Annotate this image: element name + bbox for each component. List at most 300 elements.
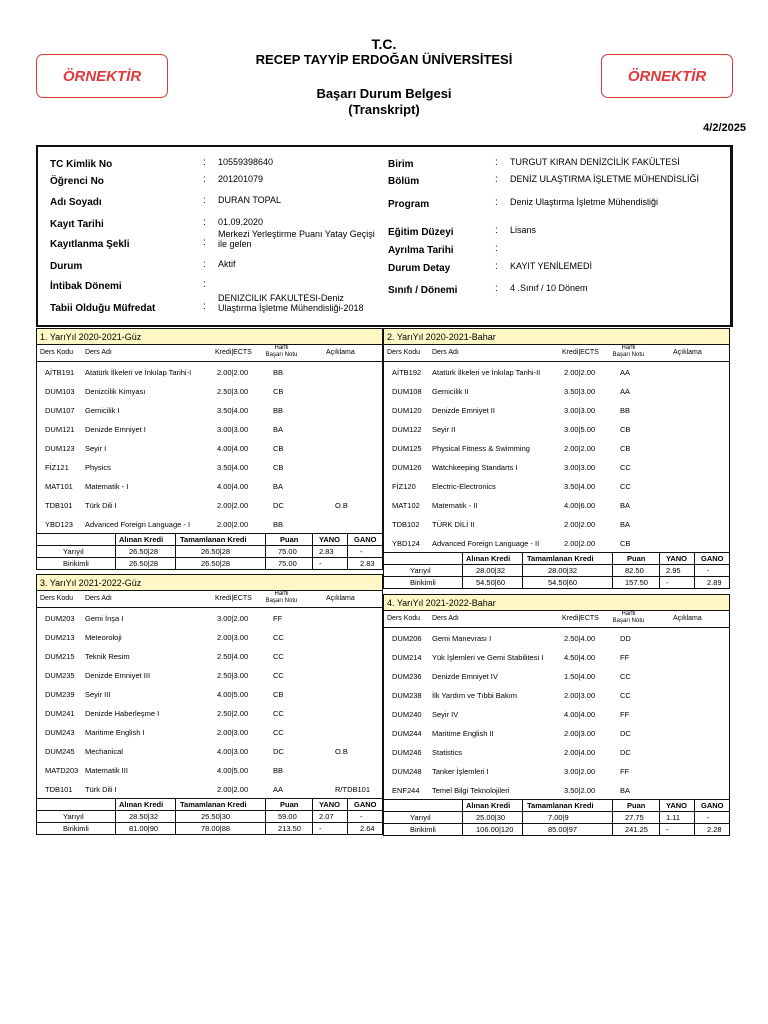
col-name: Ders Adı <box>85 595 112 602</box>
course-row <box>384 362 729 381</box>
course-code: DUM243 <box>45 728 75 737</box>
info-colon: : <box>203 157 206 168</box>
course-row <box>37 779 382 798</box>
info-colon: : <box>495 261 498 272</box>
col-note: Açıklama <box>673 349 702 356</box>
course-credit: 4.00|6.00 <box>564 501 596 510</box>
course-row <box>37 627 382 646</box>
info-value: DURAN TOPAL <box>218 195 282 205</box>
course-code: DUM244 <box>392 729 422 738</box>
tot-gano-label: GANO <box>354 800 377 809</box>
tot-yano: - <box>666 578 669 587</box>
course-credit: 2.50|3.00 <box>217 671 249 680</box>
col-grade-line1: Harfli <box>274 345 289 351</box>
course-name: Matematik - II <box>432 501 478 510</box>
course-code: DUM103 <box>45 387 75 396</box>
course-code: DUM122 <box>392 425 422 434</box>
course-grade: AA <box>273 785 284 794</box>
semester-block <box>383 328 730 589</box>
totals-row <box>37 557 382 569</box>
course-name: Meteoroloji <box>85 633 122 642</box>
tot-row-label: Birikimli <box>63 559 89 568</box>
course-code: DUM121 <box>45 425 75 434</box>
col-code: Ders Kodu <box>40 595 74 602</box>
tot-alinan-label: Alınan Kredi <box>119 535 164 544</box>
tot-puan-label: Puan <box>280 800 299 809</box>
tot-puan: 27.75 <box>625 813 644 822</box>
course-row <box>384 723 729 742</box>
course-row <box>37 760 382 779</box>
tot-alinan: 28.00|32 <box>476 566 506 575</box>
tot-puan: 82.50 <box>625 566 644 575</box>
info-value: Lisans <box>510 225 537 235</box>
course-code: DUM235 <box>45 671 75 680</box>
course-code: DUM206 <box>392 634 422 643</box>
tot-gano: - <box>707 813 710 822</box>
course-grade: FF <box>620 653 630 662</box>
tot-tamam-label: Tamamlanan Kredi <box>180 800 247 809</box>
course-name: Gemi İnşa I <box>85 614 124 623</box>
course-grade: CC <box>273 728 284 737</box>
info-label: Durum <box>50 261 83 272</box>
course-credit: 2.50|3.00 <box>217 387 249 396</box>
course-credit: 3.50|4.00 <box>564 482 596 491</box>
col-grade-line1: Harfli <box>621 611 636 617</box>
tot-gano: - <box>360 812 363 821</box>
info-label: Program <box>388 199 430 210</box>
course-table-header <box>384 611 729 628</box>
info-colon: : <box>203 259 206 270</box>
tot-alinan: 81.00|90 <box>129 824 159 833</box>
course-row <box>37 741 382 760</box>
course-table-header <box>37 591 382 608</box>
course-grade: DC <box>620 729 631 738</box>
course-grade: AA <box>620 368 631 377</box>
course-code: DUM246 <box>392 748 422 757</box>
course-name: Gemi Manevrası I <box>432 634 492 643</box>
course-code: TDB101 <box>45 785 73 794</box>
totals-row <box>37 545 382 557</box>
tot-puan-label: Puan <box>280 535 299 544</box>
tot-yano: - <box>319 824 322 833</box>
totals-row <box>384 811 729 823</box>
semester-title: 3. YarıYıl 2021-2022-Güz <box>37 575 382 591</box>
course-name: Maritime English I <box>85 728 145 737</box>
tot-yano: - <box>666 825 669 834</box>
course-name: Seyir IV <box>432 710 459 719</box>
course-credit: 3.50|3.00 <box>564 387 596 396</box>
info-colon: : <box>495 225 498 236</box>
course-credit: 2.00|3.00 <box>564 691 596 700</box>
course-grade: BB <box>273 368 284 377</box>
course-credit: 4.00|4.00 <box>217 482 249 491</box>
course-row <box>384 666 729 685</box>
course-code: DUM248 <box>392 767 422 776</box>
course-credit: 4.00|3.00 <box>217 747 249 756</box>
course-code: DUM108 <box>392 387 422 396</box>
tot-gano-label: GANO <box>354 535 377 544</box>
col-grade-line2: Başarı Notu <box>265 598 298 604</box>
totals-row <box>37 822 382 834</box>
tot-puan: 75.00 <box>278 547 297 556</box>
course-grade: AA <box>620 387 631 396</box>
course-note: O.B <box>335 747 348 756</box>
tot-tamam: 78.00|88 <box>201 824 231 833</box>
course-credit: 2.00|3.00 <box>564 729 596 738</box>
info-label: Sınıfı / Dönemi <box>388 285 458 296</box>
course-credit: 2.00|2.00 <box>217 501 249 510</box>
course-name: Türk Dili I <box>85 501 117 510</box>
course-name: TÜRK DİLİ II <box>432 520 475 529</box>
course-row <box>384 476 729 495</box>
tot-yano-label: YANO <box>319 800 340 809</box>
course-grade: DC <box>620 748 631 757</box>
col-name: Ders Adı <box>432 349 459 356</box>
col-note: Açıklama <box>326 349 355 356</box>
tot-row-label: Birikimli <box>63 824 89 833</box>
col-name: Ders Adı <box>432 615 459 622</box>
course-code: AİTB191 <box>45 368 75 377</box>
tot-yano: 2.07 <box>319 812 334 821</box>
info-colon: : <box>203 217 206 228</box>
course-name: Atatürk İlkeleri ve İnkılap Tarihi-I <box>85 368 192 377</box>
course-grade: BA <box>273 425 284 434</box>
header-country: T.C. <box>371 36 397 52</box>
semester-block <box>36 574 383 835</box>
course-note: R/TDB101 <box>335 785 371 794</box>
totals-row <box>37 810 382 822</box>
course-name: Temel Bilgi Teknolojileri <box>432 786 510 795</box>
course-name: Denizde Emniyet I <box>85 425 146 434</box>
course-credit: 2.00|2.00 <box>564 368 596 377</box>
course-code: MAT102 <box>392 501 420 510</box>
course-row <box>37 514 382 533</box>
course-code: TDB102 <box>392 520 420 529</box>
course-name: Seyir I <box>85 444 107 453</box>
col-credit: Kredi|ECTS <box>215 595 252 602</box>
course-grade: BB <box>273 766 284 775</box>
course-grade: CB <box>273 444 284 453</box>
semester-title: 2. YarıYıl 2020-2021-Bahar <box>384 329 729 345</box>
info-value: 01.09.2020 <box>218 217 264 227</box>
course-name: İlk Yardım ve Tıbbi Bakım <box>432 691 518 700</box>
course-credit: 4.00|4.00 <box>217 444 249 453</box>
course-name: Denizde Emniyet II <box>432 406 495 415</box>
course-grade: FF <box>273 614 283 623</box>
course-credit: 4.00|5.00 <box>217 766 249 775</box>
course-name: Gemicilik II <box>432 387 469 396</box>
info-label: Birim <box>388 159 414 170</box>
tot-tamam: 26.50|28 <box>201 547 231 556</box>
tot-gano: 2.64 <box>360 824 375 833</box>
course-row <box>384 761 729 780</box>
tot-yano: 2.83 <box>319 547 334 556</box>
info-value: Aktif <box>218 259 236 269</box>
course-code: DUM240 <box>392 710 422 719</box>
totals-header <box>384 799 729 811</box>
tot-puan-label: Puan <box>627 554 646 563</box>
course-row <box>37 457 382 476</box>
course-credit: 2.50|2.00 <box>217 709 249 718</box>
course-name: Maritime English II <box>432 729 494 738</box>
course-grade: CB <box>620 425 631 434</box>
info-label: Tabii Olduğu Müfredat <box>50 303 156 314</box>
totals-header <box>384 552 729 564</box>
col-note: Açıklama <box>673 615 702 622</box>
course-code: MAT101 <box>45 482 73 491</box>
course-credit: 3.00|3.00 <box>217 425 249 434</box>
tot-tamam: 26.50|28 <box>201 559 231 568</box>
course-credit: 2.00|4.00 <box>564 748 596 757</box>
tot-gano: 2.28 <box>707 825 722 834</box>
info-label: İntibak Dönemi <box>50 281 122 292</box>
info-colon: : <box>495 157 498 168</box>
course-credit: 2.00|2.00 <box>564 539 596 548</box>
col-grade <box>259 345 304 359</box>
info-value: Deniz Ulaştırma İşletme Mühendisliği <box>510 197 659 207</box>
course-grade: BA <box>273 482 284 491</box>
info-label: Eğitim Düzeyi <box>388 227 454 238</box>
tot-row-label: Birikimli <box>410 825 436 834</box>
course-credit: 3.50|4.00 <box>217 463 249 472</box>
course-name: Electric-Electronics <box>432 482 496 491</box>
ornektir-stamp-right: ÖRNEKTİR <box>601 54 733 98</box>
course-row <box>384 685 729 704</box>
info-colon: : <box>495 197 498 208</box>
course-credit: 3.00|3.00 <box>564 463 596 472</box>
course-table-header <box>384 345 729 362</box>
course-credit: 2.00|2.00 <box>217 368 249 377</box>
totals-row <box>384 576 729 588</box>
info-value: DENIZCILIK FAKULTESI-Deniz Ulaştırma İşletme Mühendisliği-2018 <box>218 293 364 313</box>
course-credit: 2.50|4.00 <box>564 634 596 643</box>
course-name: Denizde Emniyet III <box>85 671 151 680</box>
course-code: DUM123 <box>45 444 75 453</box>
info-colon: : <box>495 243 498 254</box>
course-row <box>37 476 382 495</box>
course-row <box>37 381 382 400</box>
tot-yano: 1.11 <box>666 813 681 822</box>
info-colon: : <box>203 237 206 248</box>
col-name: Ders Adı <box>85 349 112 356</box>
course-row <box>37 495 382 514</box>
info-colon: : <box>495 174 498 185</box>
document-subtitle: (Transkript) <box>348 102 420 117</box>
course-name: Denizde Haberleşme I <box>85 709 160 718</box>
info-value: KAYIT YENİLEMEDİ <box>510 261 593 271</box>
course-code: TDB101 <box>45 501 73 510</box>
course-row <box>384 400 729 419</box>
course-name: Türk Dili I <box>85 785 117 794</box>
course-grade: CB <box>273 387 284 396</box>
course-row <box>37 362 382 381</box>
col-code: Ders Kodu <box>40 349 74 356</box>
info-label: Öğrenci No <box>50 176 104 187</box>
semester-title: 4. YarıYıl 2021-2022-Bahar <box>384 595 729 611</box>
col-grade <box>606 345 651 359</box>
course-row <box>384 419 729 438</box>
tot-row-label: Yarıyıl <box>63 812 84 821</box>
tot-row-label: Yarıyıl <box>410 813 431 822</box>
course-name: Mechanical <box>85 747 123 756</box>
course-code: DUM238 <box>392 691 422 700</box>
totals-header <box>37 533 382 545</box>
tot-puan-label: Puan <box>627 801 646 810</box>
course-grade: CC <box>273 633 284 642</box>
info-value: 201201079 <box>218 174 264 184</box>
tot-gano-label: GANO <box>701 554 724 563</box>
tot-alinan-label: Alınan Kredi <box>119 800 164 809</box>
tot-yano: 2.95 <box>666 566 681 575</box>
course-name: Seyir III <box>85 690 111 699</box>
tot-puan: 213.50 <box>278 824 301 833</box>
course-name: Seyir II <box>432 425 456 434</box>
course-credit: 3.00|2.00 <box>217 614 249 623</box>
tot-tamam-label: Tamamlanan Kredi <box>527 801 594 810</box>
tot-gano: 2.89 <box>707 578 722 587</box>
tot-yano-label: YANO <box>666 554 687 563</box>
course-name: Gemicilik I <box>85 406 120 415</box>
ornektir-stamp-left: ÖRNEKTİR <box>36 54 168 98</box>
tot-alinan: 26.50|28 <box>129 559 159 568</box>
tot-alinan: 26.50|28 <box>129 547 159 556</box>
course-name: Advanced Foreign Language - I <box>85 520 191 529</box>
course-name: Physical Fitness & Swimming <box>432 444 530 453</box>
course-row <box>384 704 729 723</box>
info-value: 4 .Sınıf / 10 Dönem <box>510 283 588 293</box>
course-name: Atatürk İlkeleri ve İnkılap Tarihi-II <box>432 368 541 377</box>
course-name: Matematik - I <box>85 482 129 491</box>
course-row <box>37 646 382 665</box>
tot-alinan: 28.50|32 <box>129 812 159 821</box>
info-colon: : <box>203 301 206 312</box>
col-grade-line1: Harfli <box>621 345 636 351</box>
semester-block <box>36 328 383 570</box>
header-university: RECEP TAYYİP ERDOĞAN ÜNİVERSİTESİ <box>255 52 513 67</box>
course-code: DUM126 <box>392 463 422 472</box>
course-credit: 2.00|3.00 <box>217 633 249 642</box>
course-note: O.B <box>335 501 348 510</box>
col-grade <box>259 591 304 605</box>
tot-yano-label: YANO <box>319 535 340 544</box>
course-row <box>37 438 382 457</box>
tot-row-label: Yarıyıl <box>410 566 431 575</box>
course-code: FİZ120 <box>392 482 416 491</box>
document-date: 4/2/2025 <box>703 122 746 134</box>
col-note: Açıklama <box>326 595 355 602</box>
tot-puan: 241.25 <box>625 825 648 834</box>
course-grade: CB <box>273 690 284 699</box>
course-code: YBD123 <box>45 520 73 529</box>
course-credit: 2.00|2.00 <box>564 520 596 529</box>
course-code: DUM241 <box>45 709 75 718</box>
info-colon: : <box>203 174 206 185</box>
course-credit: 2.00|2.00 <box>564 444 596 453</box>
semester-title: 1. YarıYıl 2020-2021-Güz <box>37 329 382 345</box>
document-title: Başarı Durum Belgesi <box>316 86 452 101</box>
course-name: Yük İşlemleri ve Gemi Stabilitesi I <box>432 653 544 662</box>
course-row <box>384 742 729 761</box>
course-name: Advanced Foreign Language - II <box>432 539 540 548</box>
semester-block <box>383 594 730 836</box>
course-code: DUM213 <box>45 633 75 642</box>
totals-header <box>37 798 382 810</box>
col-code: Ders Kodu <box>387 349 421 356</box>
tot-row-label: Birikimli <box>410 578 436 587</box>
info-colon: : <box>495 283 498 294</box>
course-row <box>37 722 382 741</box>
tot-tamam: 25.50|30 <box>201 812 231 821</box>
course-grade: CC <box>620 482 631 491</box>
col-code: Ders Kodu <box>387 615 421 622</box>
col-credit: Kredi|ECTS <box>215 349 252 356</box>
course-code: DUM236 <box>392 672 422 681</box>
course-code: DUM245 <box>45 747 75 756</box>
tot-puan: 157.50 <box>625 578 648 587</box>
info-label: Kayıtlanma Şekli <box>50 239 130 250</box>
course-grade: CC <box>273 671 284 680</box>
course-code: FİZ121 <box>45 463 69 472</box>
course-grade: BA <box>620 520 631 529</box>
course-grade: CC <box>273 652 284 661</box>
info-label: Durum Detay <box>388 263 451 274</box>
totals-row <box>384 823 729 835</box>
col-grade-line2: Başarı Notu <box>265 352 298 358</box>
course-credit: 4.00|5.00 <box>217 690 249 699</box>
course-name: Denizcilik Kimyası <box>85 387 146 396</box>
course-grade: BA <box>620 786 631 795</box>
tot-tamam: 85.00|97 <box>548 825 578 834</box>
course-credit: 1.50|4.00 <box>564 672 596 681</box>
course-table-header <box>37 345 382 362</box>
course-row <box>384 514 729 533</box>
course-credit: 4.50|4.00 <box>564 653 596 662</box>
totals-row <box>384 564 729 576</box>
course-grade: CC <box>620 691 631 700</box>
col-credit: Kredi|ECTS <box>562 615 599 622</box>
tot-gano: 2.83 <box>360 559 375 568</box>
tot-alinan: 25.00|30 <box>476 813 506 822</box>
course-grade: FF <box>620 767 630 776</box>
course-code: AİTB192 <box>392 368 422 377</box>
course-name: Watchkeeping Standarts I <box>432 463 518 472</box>
course-code: ENF244 <box>392 786 420 795</box>
course-row <box>384 381 729 400</box>
course-credit: 4.00|4.00 <box>564 710 596 719</box>
col-grade-line2: Başarı Notu <box>612 352 645 358</box>
course-grade: CC <box>620 463 631 472</box>
course-row <box>37 419 382 438</box>
info-label: TC Kimlik No <box>50 159 113 170</box>
tot-gano: - <box>707 566 710 575</box>
col-grade-line2: Başarı Notu <box>612 618 645 624</box>
tot-tamam: 7.00|9 <box>548 813 569 822</box>
course-credit: 3.00|3.00 <box>564 406 596 415</box>
course-grade: CC <box>273 709 284 718</box>
course-code: DUM203 <box>45 614 75 623</box>
course-row <box>384 647 729 666</box>
tot-puan: 75.00 <box>278 559 297 568</box>
course-grade: DC <box>273 747 284 756</box>
tot-alinan: 106.00|120 <box>476 825 514 834</box>
course-code: MATD203 <box>45 766 79 775</box>
course-grade: DC <box>273 501 284 510</box>
course-row <box>384 438 729 457</box>
tot-tamam: 28.00|32 <box>548 566 578 575</box>
course-row <box>384 780 729 799</box>
course-credit: 3.00|2.00 <box>564 767 596 776</box>
course-credit: 2.00|2.00 <box>217 785 249 794</box>
